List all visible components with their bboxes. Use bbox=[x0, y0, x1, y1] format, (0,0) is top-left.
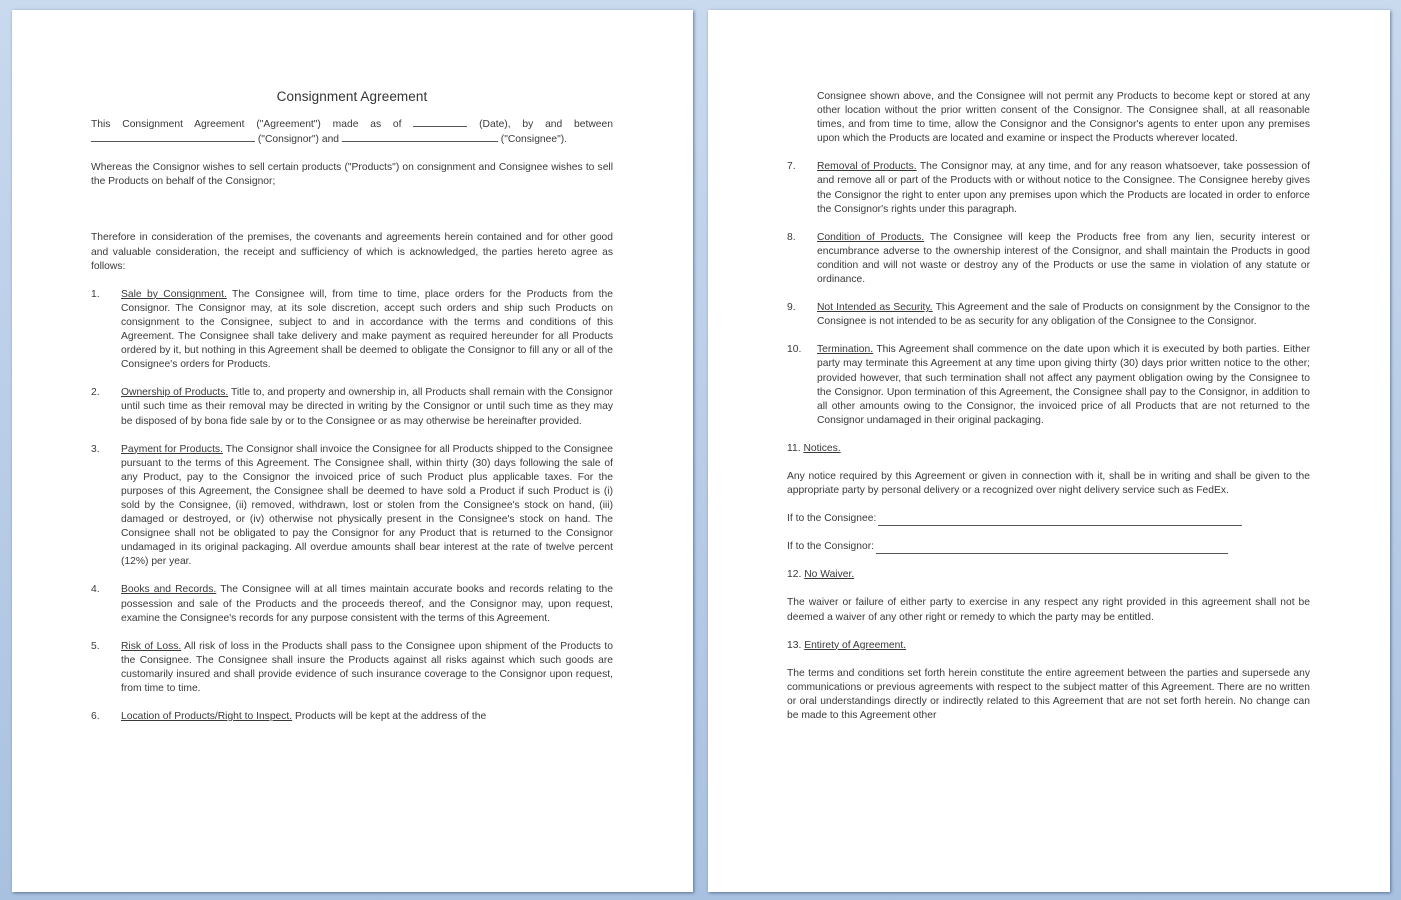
section-10 bbox=[787, 343, 1310, 428]
section-number: 2. bbox=[91, 387, 100, 399]
section-heading: Termination. bbox=[817, 344, 874, 356]
section-number: 9. bbox=[787, 302, 796, 314]
section-number: 12. bbox=[787, 569, 802, 581]
consignor-address-label: If to the Consignor: bbox=[787, 541, 875, 553]
section-body bbox=[121, 443, 613, 570]
consignee-address-blank bbox=[878, 515, 1242, 526]
waiver-heading bbox=[787, 568, 1310, 582]
section-number: 4. bbox=[91, 584, 100, 596]
section-body bbox=[121, 710, 613, 724]
intro-text-c: ("Consignor") and bbox=[257, 134, 340, 146]
section-4 bbox=[91, 583, 613, 625]
consignee-blank bbox=[342, 132, 498, 142]
document-page-1 bbox=[12, 10, 693, 892]
section-text: The Consignor may, at any time, and for any reason whatsoever, take possession of and remove all or part of the Products with or without notice to the Consignee. The Consignee hereby gives the Consignor the right to enter upon any premises upon which the Products are located in order to enforce the Consignor's rights under this paragraph. bbox=[817, 161, 1311, 215]
section-body bbox=[817, 301, 1310, 329]
entirety-heading bbox=[787, 639, 1310, 653]
section-heading: Books and Records. bbox=[121, 584, 217, 596]
section-body bbox=[817, 231, 1310, 287]
date-blank bbox=[413, 117, 467, 127]
section-text: The Consignor shall invoice the Consignee for all Products shipped to the Consignee pursuant to the terms of this Agreement. The Consignee shall, within thirty (30) days following the sale of any Product, pay to the Consignor the invoiced price of such Product plus applicable taxes. For the purposes of this Agreement, the Consignee shall be deemed to have sold a Product if such Product is (i) sold by the Consignee, (ii) removed, withdrawn, lost or stolen from the Consignee's stock on hand, (iii) damaged or destroyed, or (iv) otherwise not physically present in the Consignee's stock on hand. The Consignee shall not be obligated to pay the Consignor for any Product that is returned to the Consignor undamaged in its original packaging. All overdue amounts shall bear interest at the rate of twelve percent (12%) per year. bbox=[121, 443, 613, 568]
section-number: 5. bbox=[91, 640, 100, 652]
section-text: The Consignee will, from time to time, place orders for the Products from the Consignor. The Consignor may, at its sole discretion, accept such orders and ship such Products on consignment to the Consignee, subject to and in accordance with the terms and conditions of this Agreement. The Consignee shall take delivery and make payment as required hereunder for all Products ordered by it, but nothing in this Agreement shall be deemed to obligate the Consignor to fill any or all of the Consignee's orders for Products. bbox=[121, 288, 613, 371]
section-number: 7. bbox=[787, 161, 796, 173]
section-text: Title to, and property and ownership in, all Products shall remain with the Consignor until such time as their removal may be directed in writing by the Consignor or until such time as they may be disposed of by bona fide sale by or to the Consignee or as may otherwise be hereinafter provided. bbox=[121, 387, 613, 427]
section-heading: Entirety of Agreement. bbox=[804, 639, 907, 651]
section-body bbox=[121, 583, 613, 625]
section-body bbox=[817, 343, 1310, 428]
section-number: 10. bbox=[787, 344, 802, 356]
section-text: Consignee shown above, and the Consignee will not permit any Products to become kept or stored at any other location without the prior written consent of the Consignor. The Consignee shall, at all reasonable times, and from time to time, allow the Consignor and the Consignor's agents to enter upon any premises upon which the Products are located and examine or inspect the Products wherever located. bbox=[817, 91, 1310, 145]
section-body bbox=[121, 640, 613, 696]
entirety-text: The terms and conditions set forth herein constitute the entire agreement between the parties and supersede any communications or previous agreements with respect to the subject matter of this Agreement. There are no written or oral understandings directly or indirectly related to this Agreement that are not set forth herein. No change can be made to this Agreement other bbox=[787, 667, 1310, 721]
section-text: All risk of loss in the Products shall pass to the Consignee upon shipment of the Products to the Consignee. The Consignee shall insure the Products against all risks against which such goods are customarily insured and shall provide evidence of such insurance coverage to the Consignor upon request, from time to time. bbox=[121, 640, 613, 694]
document-title: Consignment Agreement bbox=[276, 89, 428, 104]
section-number: 3. bbox=[91, 443, 100, 455]
section-heading: Removal of Products. bbox=[817, 161, 917, 173]
intro-text-b: (Date), by and between bbox=[479, 119, 613, 131]
page-2-content bbox=[787, 90, 1310, 737]
section-heading: Sale by Consignment. bbox=[121, 288, 227, 300]
section-1 bbox=[91, 288, 613, 373]
consignor-blank bbox=[91, 132, 255, 142]
notices-text: Any notice required by this Agreement or given in connection with it, shall be in writing and shall be given to the appropriate party by personal delivery or a recognized over night delivery service such as FedEx. bbox=[787, 470, 1310, 497]
consignee-address-line bbox=[787, 512, 1310, 526]
document-page-2 bbox=[708, 10, 1390, 892]
section-heading: Not Intended as Security. bbox=[817, 302, 933, 314]
section-heading: Location of Products/Right to Inspect. bbox=[121, 711, 293, 723]
section-text: The Consignee will keep the Products free from any lien, security interest or encumbrance adverse to the ownership interest of the Consignor, and shall maintain the Products in good condition and will not waste or destroy any of the Products or use the same in violation of any statute or ordinance. bbox=[817, 231, 1310, 286]
section-5 bbox=[91, 640, 613, 696]
section-text: The Consignee will at all times maintain accurate books and records relating to the possession and sale of the Products and the proceeds thereof, and the Consignor may, upon request, examine the Consignee's records for any purpose consistent with the terms of this Agreement. bbox=[121, 584, 613, 624]
section-7 bbox=[787, 160, 1310, 216]
section-text: Products will be kept at the address of the bbox=[292, 711, 487, 723]
section-heading: Payment for Products. bbox=[121, 443, 223, 455]
section-body bbox=[121, 288, 613, 373]
section-heading: Condition of Products. bbox=[817, 231, 925, 243]
section-text: This Agreement shall commence on the date upon which it is executed by both parties. Either party may terminate this Agreement at any time upon giving thirty (30) days prior written notice to the other; provided however, that such termination shall not affect any payment obligation owing by the Consignee to the Consignor. Upon termination of this Agreement, the Consignee shall pay to the Consignor, in addition to all other amounts owing to the Consignor, the invoiced price of all Products that are not returned to the Consignor undamaged in their original packaging. bbox=[817, 344, 1310, 426]
page-1-content bbox=[91, 90, 613, 738]
waiver-text: The waiver or failure of either party to exercise in any respect any right provided in this agreement shall not be deemed a waiver of any other right or remedy to which the party may be entitled. bbox=[787, 597, 1310, 623]
consignor-address-line bbox=[787, 540, 1310, 554]
section-heading: No Waiver. bbox=[804, 569, 855, 581]
intro-paragraph bbox=[91, 117, 613, 147]
consignor-address-blank bbox=[876, 543, 1228, 554]
section-6 bbox=[91, 710, 613, 724]
section-heading: Notices. bbox=[803, 442, 841, 454]
section-number: 13. bbox=[787, 639, 802, 651]
section-number: 6. bbox=[91, 711, 100, 723]
section-6-continuation bbox=[787, 90, 1310, 146]
section-8 bbox=[787, 231, 1310, 287]
section-number: 8. bbox=[787, 231, 796, 243]
section-3 bbox=[91, 443, 613, 570]
consignee-address-label: If to the Consignee: bbox=[787, 513, 877, 525]
section-heading: Ownership of Products. bbox=[121, 387, 229, 399]
intro-text-a: This Consignment Agreement ("Agreement") made as of bbox=[91, 119, 402, 131]
whereas-paragraph: Whereas the Consignor wishes to sell certain products ("Products") on consignment and Consignee wishes to sell the Products on behalf of the Consignor; bbox=[91, 162, 613, 188]
intro-text-d: ("Consignee"). bbox=[500, 134, 568, 146]
section-text: This Agreement and the sale of Products on consignment by the Consignor to the Consignee is not intended to be as security for any obligation of the Consignee to the Consignor. bbox=[817, 302, 1311, 328]
notices-heading bbox=[787, 442, 1310, 456]
section-heading: Risk of Loss. bbox=[121, 640, 182, 652]
section-body bbox=[121, 386, 613, 428]
section-9 bbox=[787, 301, 1310, 329]
section-number: 1. bbox=[91, 288, 100, 300]
section-body bbox=[817, 160, 1310, 216]
section-number: 11. bbox=[787, 442, 801, 454]
section-2 bbox=[91, 386, 613, 428]
therefore-paragraph: Therefore in consideration of the premises, the covenants and agreements herein contained and for other good and valuable consideration, the receipt and sufficiency of which is acknowledged, the parties hereto agree as follows: bbox=[91, 232, 613, 272]
